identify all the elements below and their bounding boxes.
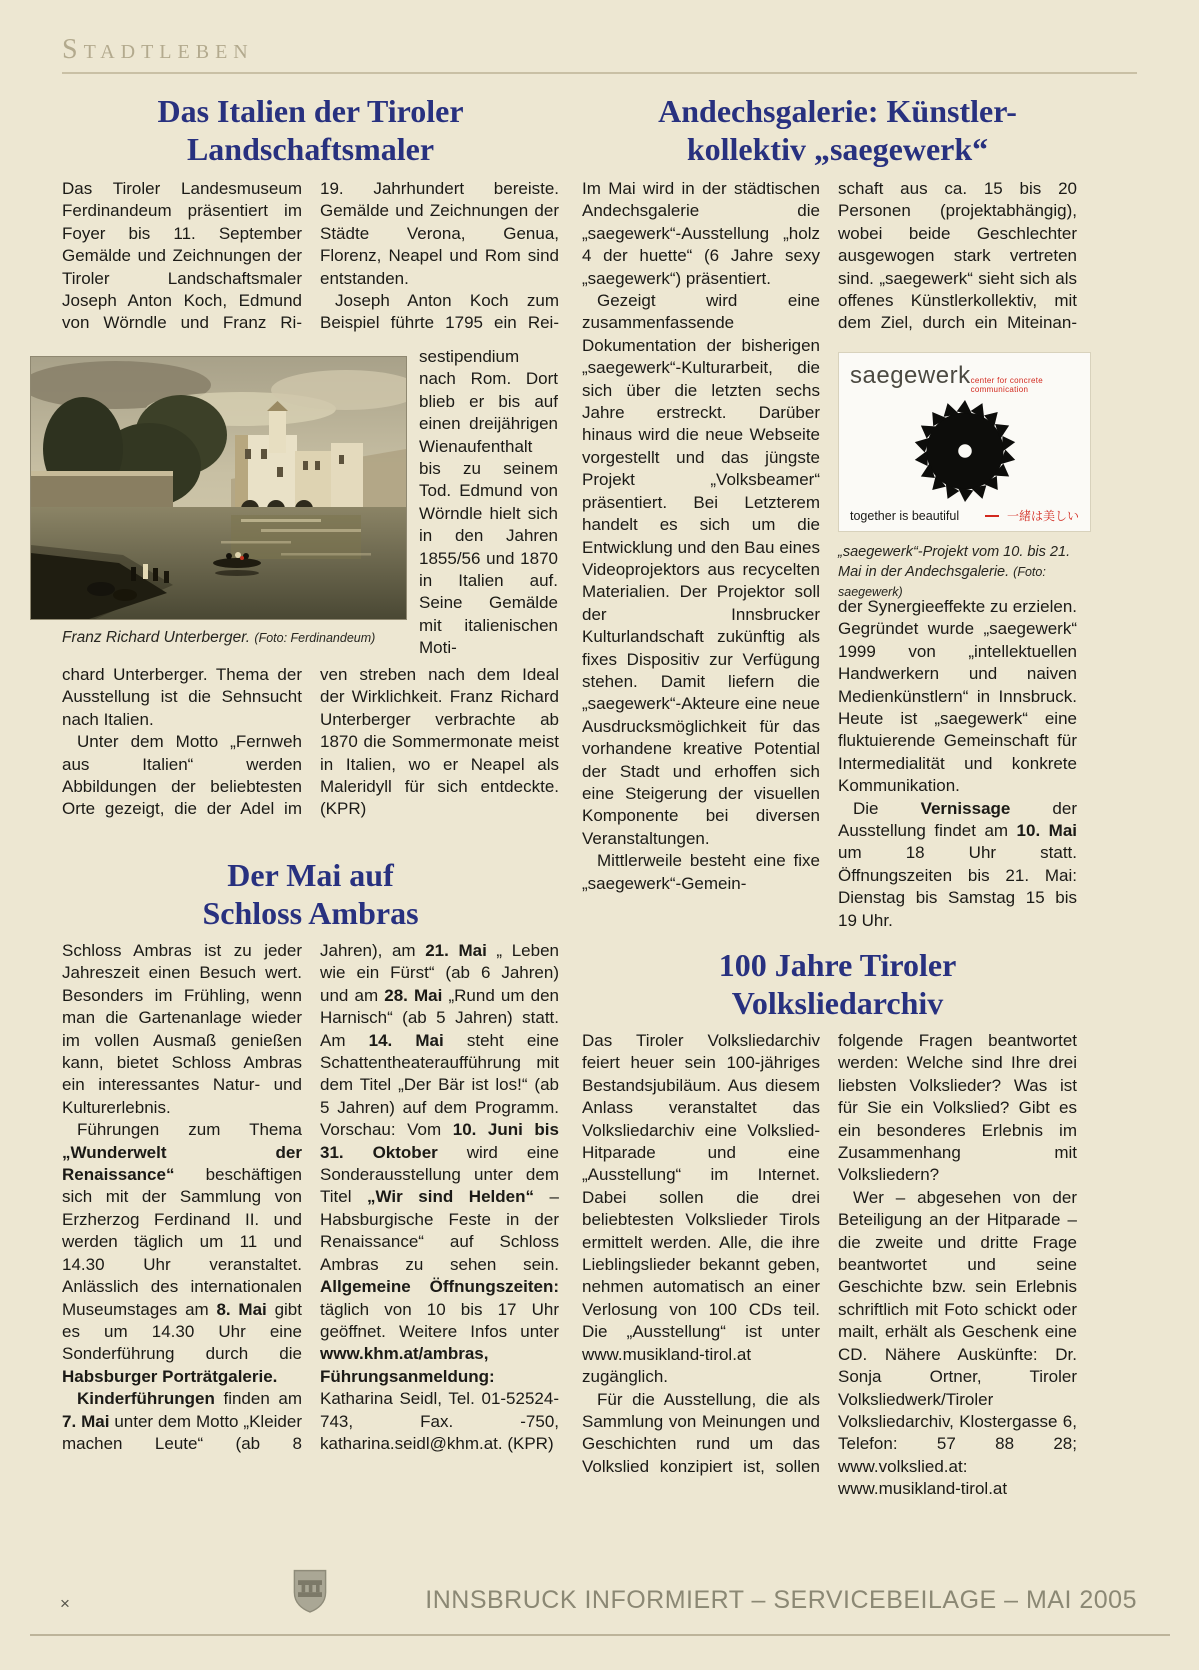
paragraph: Im Mai wird in der städtischen Andechsgalerie die „saegewerk“-Ausstellung „holz 4 der huette“ (6 Jahre sexy „saegewerk“) präsentiert. — [582, 179, 820, 288]
saegewerk-logo-footer — [850, 507, 1079, 524]
painting-illustration — [31, 357, 406, 619]
saegewerk-slogan-jp: 一緒は美しい — [1006, 509, 1079, 523]
section-header: Stadtleben — [62, 34, 254, 65]
article-ambras-title-line2: Schloss Ambras — [202, 895, 419, 931]
footer-title: INNSBRUCK INFORMIERT – SERVICEBEILAGE – MAI 2005 — [425, 1586, 1137, 1614]
saw-blade-icon — [850, 394, 1079, 507]
article-italien-col1-part2 — [62, 664, 302, 821]
article-andechs-title-line2: kollektiv „saegewerk“ — [686, 131, 989, 167]
paragraph: 19. Jahrhundert bereiste. Gemälde und Zeichnungen der Städte Verona, Genua, Florenz, Neapel und Rom sind entstanden. — [320, 179, 559, 288]
article-italien-col2-part1 — [320, 178, 559, 335]
article-volkslied-title-line2: Volksliedarchiv — [731, 985, 944, 1021]
article-volkslied-title — [585, 946, 1090, 1022]
article-andechs-col1 — [582, 178, 820, 895]
article-italien-col2-part2 — [320, 664, 559, 821]
saegewerk-wordmark: saegewerk — [850, 362, 971, 389]
saegewerk-logo-header — [850, 362, 1079, 394]
paragraph: Wer – abgesehen von der Beteiligung an der Hitparade – die zweite und dritte Frage beantwortet und seine Geschichte bzw. sein Erlebnis schriftlich mit Foto schickt oder mailt, erhält als Geschenk eine CD. Nähere Auskünfte: Dr. Sonja Ortner, Tiroler Volksliedwerk/Tiroler Volksliedarchiv, Klostergasse 6, Telefon: 57 88 28; www.volkslied.at: www.musikland-tirol.at — [838, 1187, 1077, 1499]
article-andechs-title — [585, 92, 1090, 168]
paragraph: chard Unterberger. Thema der Ausstellung ist die Sehnsucht nach Italien. — [62, 665, 302, 729]
paragraph: Jahren), am 21. Mai „ Leben wie ein Fürst“ (ab 6 Jahren) und am 28. Mai „Rund um den Harnisch“ (ab 5 Jahren) statt. Am 14. Mai steht eine Schattentheateraufführung mit dem Titel „Der Bär ist los!“ (ab 5 Jahren) auf dem Programm. Vorschau: Vom 10. Juni bis 31. Oktober wird eine Sonderausstellung unter dem Titel „Wir sind Helden“ – Habsburgische Feste in der Renaissance“ auf Schloss Ambras zu sehen sein. Allgemeine Öffnungszeiten: täglich von 10 bis 17 Uhr geöffnet. Weitere Infos unter www.khm.at/ambras, Führungsanmeldung: Katharina Seidl, Tel. 01-52524-743, Fax. -750, katharina.seidl@khm.at. (KPR) — [320, 941, 559, 1453]
article-volkslied-col2 — [838, 1030, 1077, 1501]
paragraph: sestipendium nach Rom. Dort blieb er bis auf einen dreijährigen Wienaufenthalt bis zu seinem Tod. Edmund von Wörndle hielt sich in den Jahren 1855/56 und 1870 in Italien auf. Seine Gemälde mit italienischen Moti- — [419, 347, 558, 658]
paragraph: ven streben nach dem Ideal der Wirklichkeit. Franz Richard Unterberger verbrachte ab 1870 die Sommermonate meist in Italien, wo er Neapel als Maleridyll für sich entdeckte. (KPR) — [320, 665, 559, 819]
article-italien-title-line2: Landschaftsmaler — [186, 131, 435, 167]
saegewerk-tagline: center for concrete communication — [970, 376, 1043, 394]
article-ambras-title — [62, 856, 559, 932]
paragraph: Führungen zum Thema „Wunderwelt der Renaissance“ beschäftigen sich mit der Sammlung von Erzherzog Ferdinand II. und werden täglich um 11 und 14.30 Uhr veranstaltet. Anlässlich des internationalen Museumstages am 8. Mai gibt es um 14.30 Uhr eine Sonderführung durch die Habsburger Porträtgalerie. — [62, 1120, 302, 1386]
footer-x-mark: × — [60, 1594, 70, 1613]
paragraph: Kinderführungen finden am 7. Mai unter dem Motto „Kleider machen Leute“ (ab 8 — [62, 1389, 302, 1453]
paragraph: Die Vernissage der Ausstellung findet am 10. Mai um 18 Uhr statt. Öffnungszeiten bis 21. Mai: Dienstag bis Samstag 15 bis 19 Uhr. — [838, 798, 1077, 930]
article-italien-col1-part1 — [62, 178, 302, 335]
innsbruck-crest-icon — [292, 1568, 328, 1616]
paragraph: Das Tiroler Landesmuseum Ferdinandeum präsentiert im Foyer bis 11. September Gemälde und Zeichnungen der Tiroler Landschaftsmaler Joseph Anton Koch, Edmund von Wörndle und Franz Ri- — [62, 179, 302, 333]
footer-rule — [30, 1634, 1170, 1636]
paragraph: schaft aus ca. 15 bis 20 Personen (projektabhängig), wobei beide Geschlechter ausgewogen stark vertreten sind. „saegewerk“ sieht sich als offenes Künstlerkollektiv, mit dem Ziel, durch ein Miteinan- — [838, 179, 1077, 333]
painting-caption-text: Franz Richard Unterberger. — [62, 629, 251, 646]
article-andechs-col2-part1 — [838, 178, 1077, 335]
paragraph: Joseph Anton Koch zum Beispiel führte 1795 ein Rei- — [320, 291, 559, 333]
landscape-painting-image — [30, 356, 407, 620]
paragraph: Das Tiroler Volksliedarchiv feiert heuer sein 100-jähriges Bestandsjubiläum. Aus diesem Anlass veranstaltet das Volksliedarchiv eine Volkslied-Hitparade und eine „Ausstellung“ im Internet. Dabei sollen die drei beliebtesten Volkslieder Tirols ermittelt werden. Alle, die ihre Lieblingslieder bekannt geben, nehmen automatisch an einer Verlosung von 100 CDs teil. Die „Ausstellung“ ist unter www.musikland-tirol.at zugänglich. — [582, 1031, 820, 1387]
saegewerk-caption-text: „saegewerk“-Projekt vom 10. bis 21. Mai in der Andechsgalerie. — [838, 544, 1071, 580]
article-ambras-col2 — [320, 940, 559, 1455]
paragraph: Gezeigt wird eine zusammenfassende Dokumentation der bisherigen „saegewerk“-Kulturarbeit, die sich über die letzten sechs Jahre erstreckt. Darüber hinaus wird die neue Webseite vorgestellt und das jüngste Projekt „Volksbeamer“ präsentiert. Bei Letzterem handelt es sich um die Entwicklung und den Bau eines Videoprojektors aus recycelten Materialien. Der Projektor soll der Innsbrucker Kulturlandschaft zukünftig als fixes Dispositiv zur Verfügung stehen. Damit liefern die „saegewerk“-Akteure eine neue Ausdrucksmöglichkeit für das vorhandene kreative Potential der Stadt und erhoffen sich eine Steigerung der visuellen Komponente bei diversen Veranstaltungen. — [582, 291, 820, 848]
article-ambras-title-line1: Der Mai auf — [227, 857, 394, 893]
paragraph: folgende Fragen beantwortet werden: Welche sind Ihre drei liebsten Volkslieder? Was ist für Sie ein Volkslied? Gibt es ein besonderes Erlebnis im Zusammenhang mit Volksliedern? — [838, 1031, 1077, 1185]
paragraph: Für die Ausstellung, die als Sammlung von Meinungen und Geschichten rund um das Volkslied konzipiert ist, sollen — [582, 1389, 820, 1476]
saegewerk-slogan-en: together is beautiful — [850, 508, 960, 523]
article-volkslied-title-line1: 100 Jahre Tiroler — [718, 947, 957, 983]
paragraph: Unter dem Motto „Fernweh aus Italien“ werden Abbildungen der beliebtesten Orte gezeigt, die der Adel im — [62, 732, 302, 819]
paragraph: Schloss Ambras ist zu jeder Jahreszeit einen Besuch wert. Besonders im Frühling, wenn man die Gartenanlage wieder im vollen Ausmaß genießen kann, bietet Schloss Ambras ein interessantes Natur- und Kulturerlebnis. — [62, 941, 302, 1117]
red-rule — [985, 515, 999, 517]
article-italien-col2-narrow — [419, 346, 558, 660]
article-volkslied-col1 — [582, 1030, 820, 1478]
paragraph: der Synergieeffekte zu erzielen. Gegründet wurde „saegewerk“ 1999 von „intellektuellen Handwerkern und naiven Medienkünstlern“ in Innsbruck. Heute ist „saegewerk“ eine fluktuierende Gemeinschaft für Intermedialität und konkrete Kommunikation. — [838, 597, 1077, 796]
header-rule — [62, 72, 1137, 74]
saegewerk-caption — [838, 542, 1090, 602]
painting-credit: (Foto: Ferdinandeum) — [254, 631, 376, 645]
article-italien-title — [62, 92, 559, 168]
painting-caption — [62, 628, 407, 648]
article-ambras-col1 — [62, 940, 302, 1455]
article-andechs-title-line1: Andechsgalerie: Künstler- — [658, 93, 1017, 129]
saegewerk-logo — [838, 352, 1091, 532]
article-andechs-col2-part2 — [838, 596, 1077, 932]
paragraph: Mittlerweile besteht eine fixe „saegewerk“-Gemein- — [582, 851, 820, 893]
article-italien-title-line1: Das Italien der Tiroler — [157, 93, 464, 129]
saegewerk-credit: (Foto: saegewerk) — [838, 565, 1046, 599]
